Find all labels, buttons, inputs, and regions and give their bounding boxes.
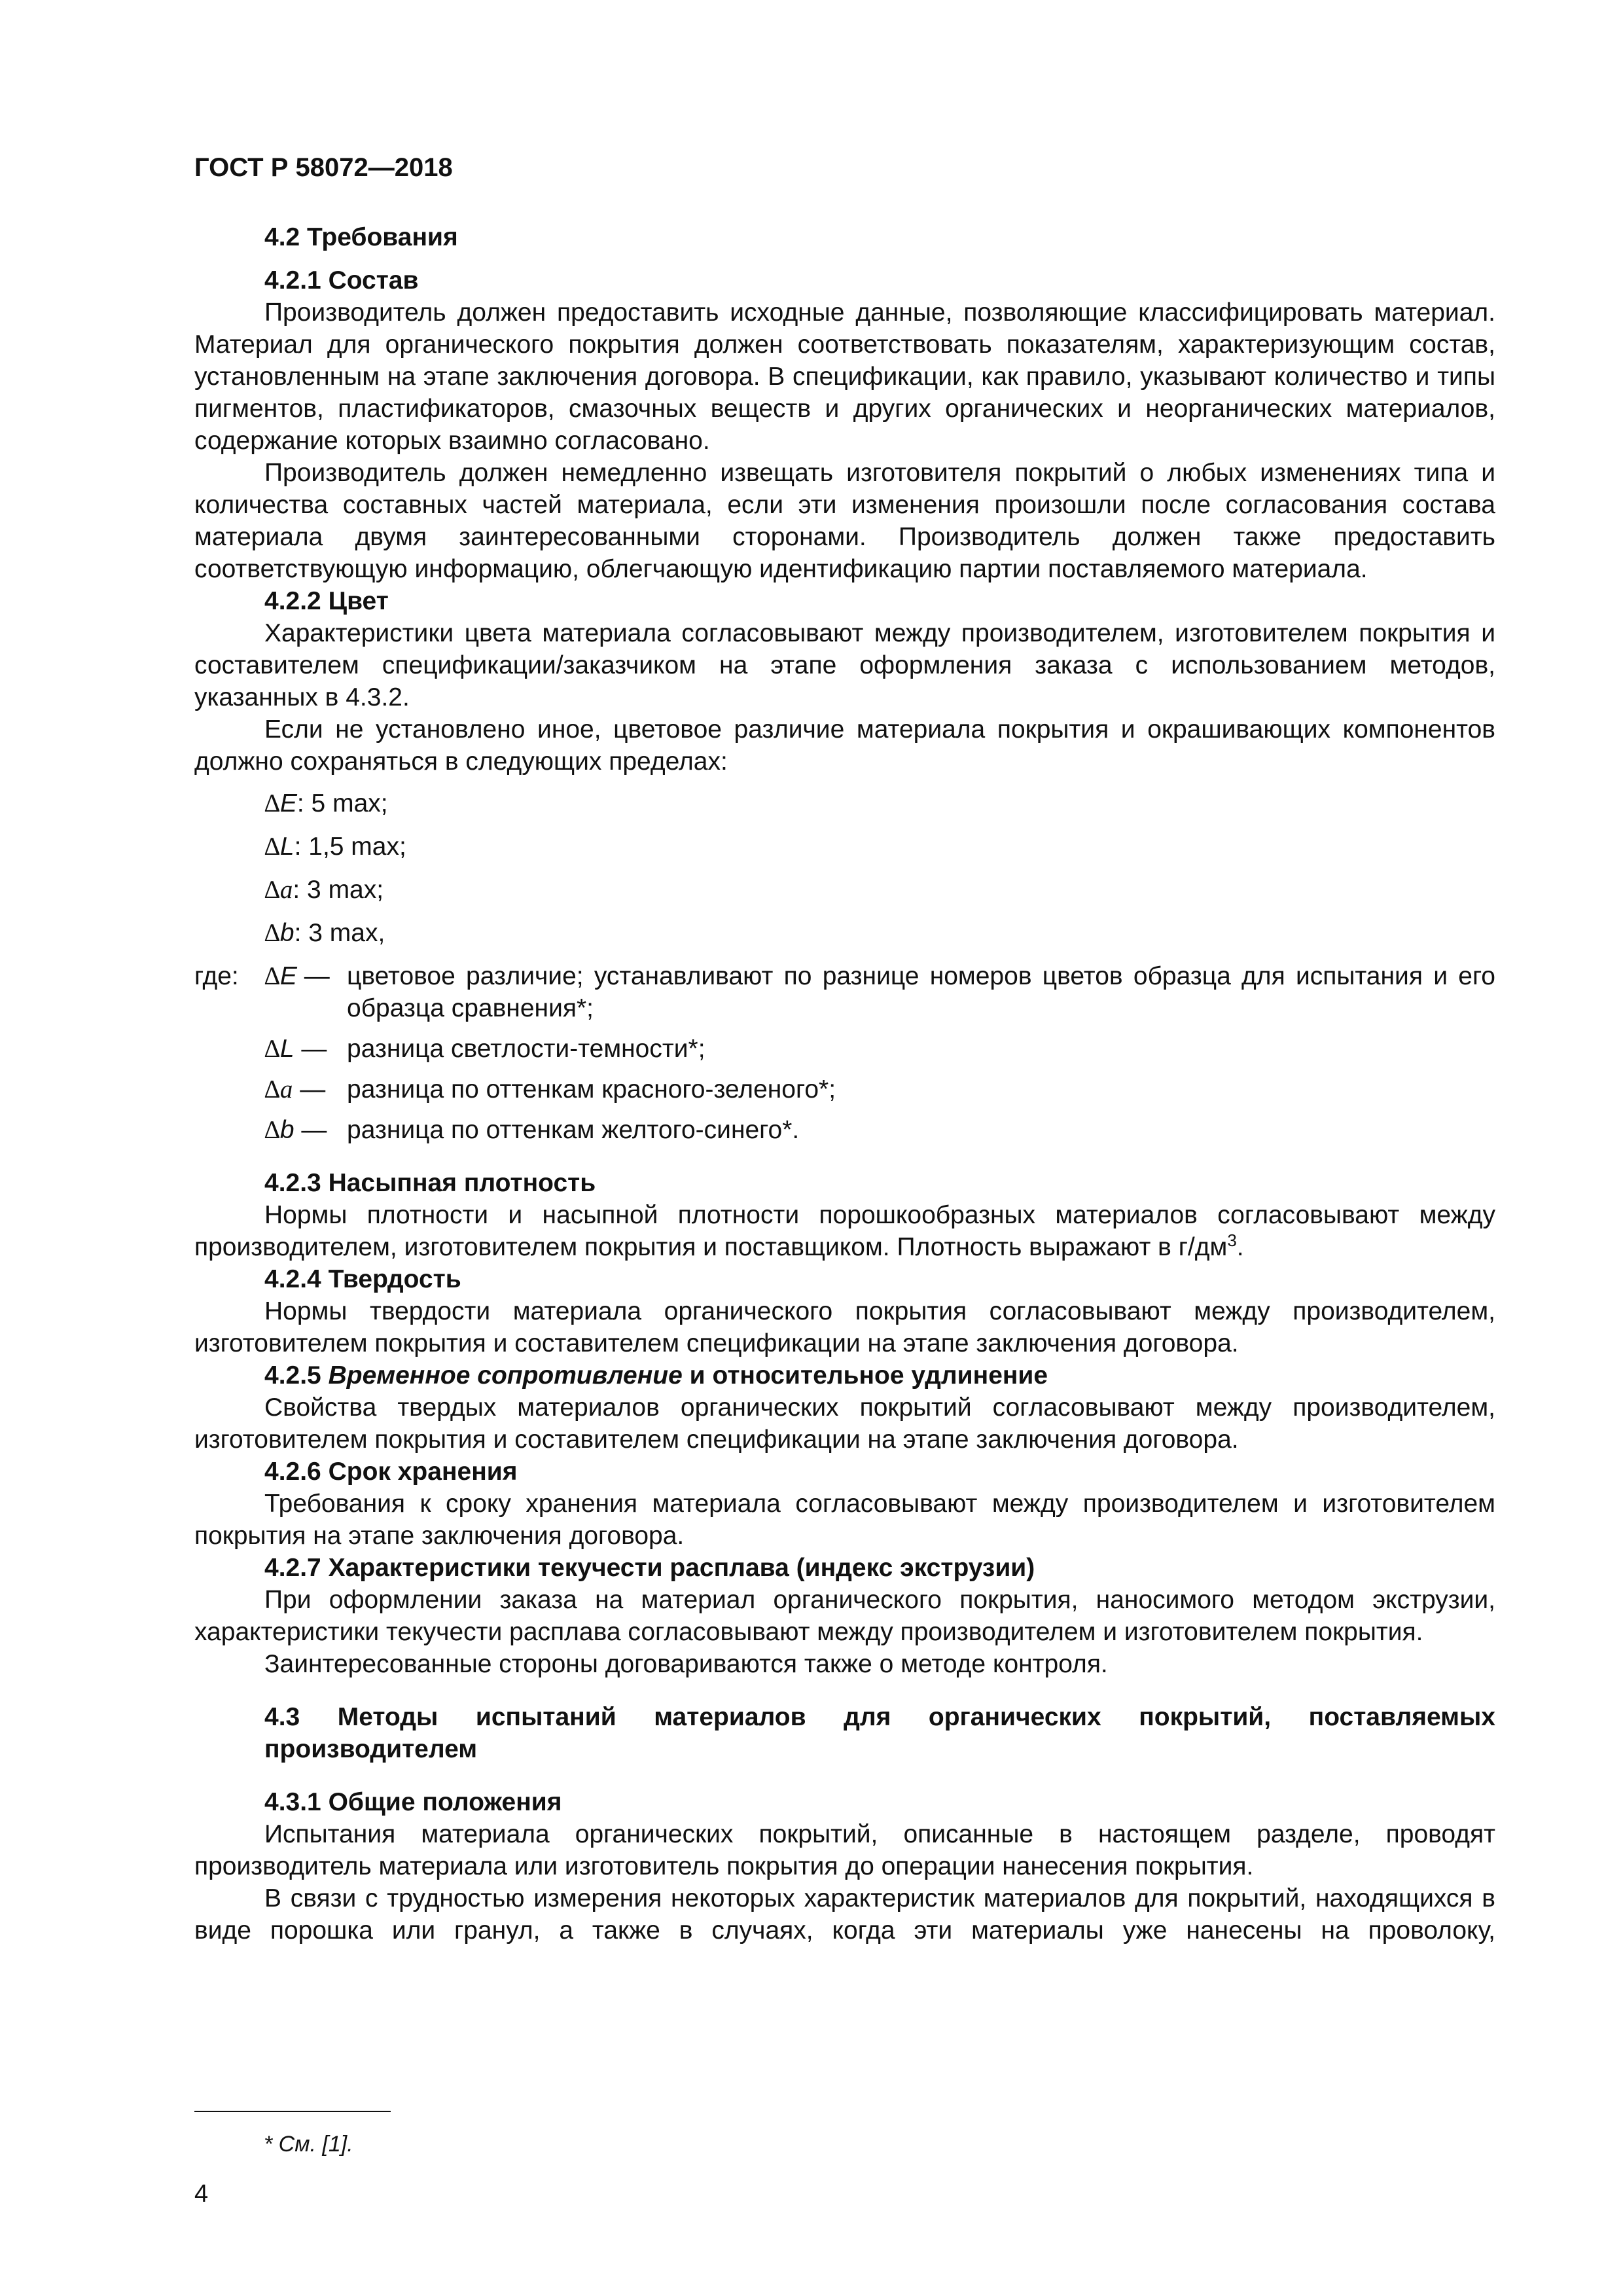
where-label: где: bbox=[194, 962, 239, 990]
section-4-2-2-para-1: Характеристики цвета материала согласовывают между производителем, изготовителем покрытия и составителем спецификации/заказчиком на этапе оформления заказа с использованием методов, указанных в 4.3.2. bbox=[194, 619, 1495, 711]
where-row-l: ∆L — разница светлости-темности*; bbox=[194, 1033, 1495, 1065]
section-4-3-1-para-1: Испытания материала органических покрытий, описанные в настоящем разделе, проводят производитель материала или изготовитель покрытия до операции нанесения покрытия. bbox=[194, 1820, 1495, 1880]
section-4-2-1-para-1: Производитель должен предоставить исходные данные, позволяющие классифицировать материал. Материал для органического покрытия должен соответствовать показателям, характеризующим состав, установленным на этапе заключения договора. В спецификации, как правило, указывают количество и типы пигментов, пластификаторов, смазочных веществ и других органических и неорганических материалов, содержание которых взаимно согласовано. bbox=[194, 298, 1495, 455]
section-4-3-1-para-2: В связи с трудностью измерения некоторых характеристик материалов для покрытий, находящихся в виде порошка или гранул, а также в случаях, когда эти материалы уже нанесены на проволоку, bbox=[194, 1884, 1495, 1945]
section-4-2-6-para-1: Требования к сроку хранения материала согласовывают между производителем и изготовителем покрытия на этапе заключения договора. bbox=[194, 1490, 1495, 1550]
footnote: * См. [1]. bbox=[264, 2132, 353, 2157]
section-4-3-1-title: 4.3.1 Общие положения bbox=[264, 1788, 562, 1816]
section-4-2-2-title: 4.2.2 Цвет bbox=[264, 587, 389, 615]
section-4-2-title: 4.2 Требования bbox=[264, 223, 458, 251]
where-legend bbox=[194, 960, 1495, 1146]
section-4-2-7-title: 4.2.7 Характеристики текучести расплава (индекс экструзии) bbox=[264, 1554, 1035, 1582]
section-4-2-7-para-2: Заинтересованные стороны договариваются также о методе контроля. bbox=[264, 1650, 1108, 1678]
section-4-2-5-para-1: Свойства твердых материалов органических покрытий согласовывают между производителем, изготовителем покрытия и составителем спецификации на этапе заключения договора. bbox=[194, 1393, 1495, 1454]
standard-header: ГОСТ Р 58072—2018 bbox=[194, 153, 453, 182]
page-number: 4 bbox=[194, 2180, 209, 2208]
section-4-2-3-para-1: Нормы плотности и насыпной плотности порошкообразных материалов согласовывают между производителем, изготовителем покрытия и поставщиком. Плотность выражают в $г/дм^3$. bbox=[194, 1201, 1495, 1261]
section-4-2-1-title: 4.2.1 Состав bbox=[264, 266, 419, 295]
section-4-2-3-title: 4.2.3 Насыпная плотность bbox=[264, 1169, 596, 1197]
section-4-2-1-para-2: Производитель должен немедленно извещать изготовителя покрытий о любых изменениях типа и количества составных частей материала, если эти изменения произошли после согласования состава материала двумя заинтересованными сторонами. Производитель должен также предоставить соответствующую информацию, облегчающую идентификацию партии поставляемого материала. bbox=[194, 459, 1495, 583]
limit-delta-l: ∆L: 1,5 max; bbox=[264, 833, 406, 861]
section-4-2-4-para-1: Нормы твердости материала органического покрытия согласовывают между производителем, изготовителем покрытия и составителем спецификации на этапе заключения договора. bbox=[194, 1297, 1495, 1357]
footnote-separator bbox=[194, 2111, 391, 2112]
where-row-a: ∆a — разница по оттенкам красного-зеленого*; bbox=[194, 1073, 1495, 1105]
where-row-b: ∆b — разница по оттенкам желтого-синего*. bbox=[194, 1114, 1495, 1146]
where-text-e: цветовое различие; устанавливают по разнице номеров цветов образца для испытания и его образца сравнения*; bbox=[347, 962, 1495, 1022]
where-text-a: разница по оттенкам красного-зеленого*; bbox=[347, 1075, 836, 1103]
section-4-2-4-title: 4.2.4 Твердость bbox=[264, 1265, 461, 1293]
section-4-2-2-para-2: Если не установлено иное, цветовое различие материала покрытия и окрашивающих компонентов должно сохраняться в следующих пределах: bbox=[194, 715, 1495, 776]
where-row-e: где: ∆E — цветовое различие; устанавливают по разнице номеров цветов образца для испытания и его образца сравнения*; bbox=[194, 960, 1495, 1024]
limit-delta-b: ∆b: 3 max, bbox=[264, 919, 385, 947]
section-4-3-title: 4.3 Методы испытаний материалов для органических покрытий, поставляемых производителем bbox=[264, 1703, 1495, 1763]
document-body bbox=[194, 221, 1495, 1946]
section-4-2-7-para-1: При оформлении заказа на материал органического покрытия, наносимого методом экструзии, характеристики текучести расплава согласовывают между производителем и изготовителем покрытия. bbox=[194, 1586, 1495, 1646]
where-text-l: разница светлости-темности*; bbox=[347, 1035, 705, 1063]
limit-delta-e: ∆E: 5 max; bbox=[264, 789, 388, 817]
limit-delta-a: ∆a: 3 max; bbox=[264, 876, 384, 904]
section-4-2-5-title: 4.2.5 Временное сопротивление и относительное удлинение bbox=[264, 1361, 1048, 1390]
color-limits-list bbox=[194, 787, 1495, 949]
section-4-2-6-title: 4.2.6 Срок хранения bbox=[264, 1458, 518, 1486]
where-text-b: разница по оттенкам желтого-синего*. bbox=[347, 1116, 800, 1144]
